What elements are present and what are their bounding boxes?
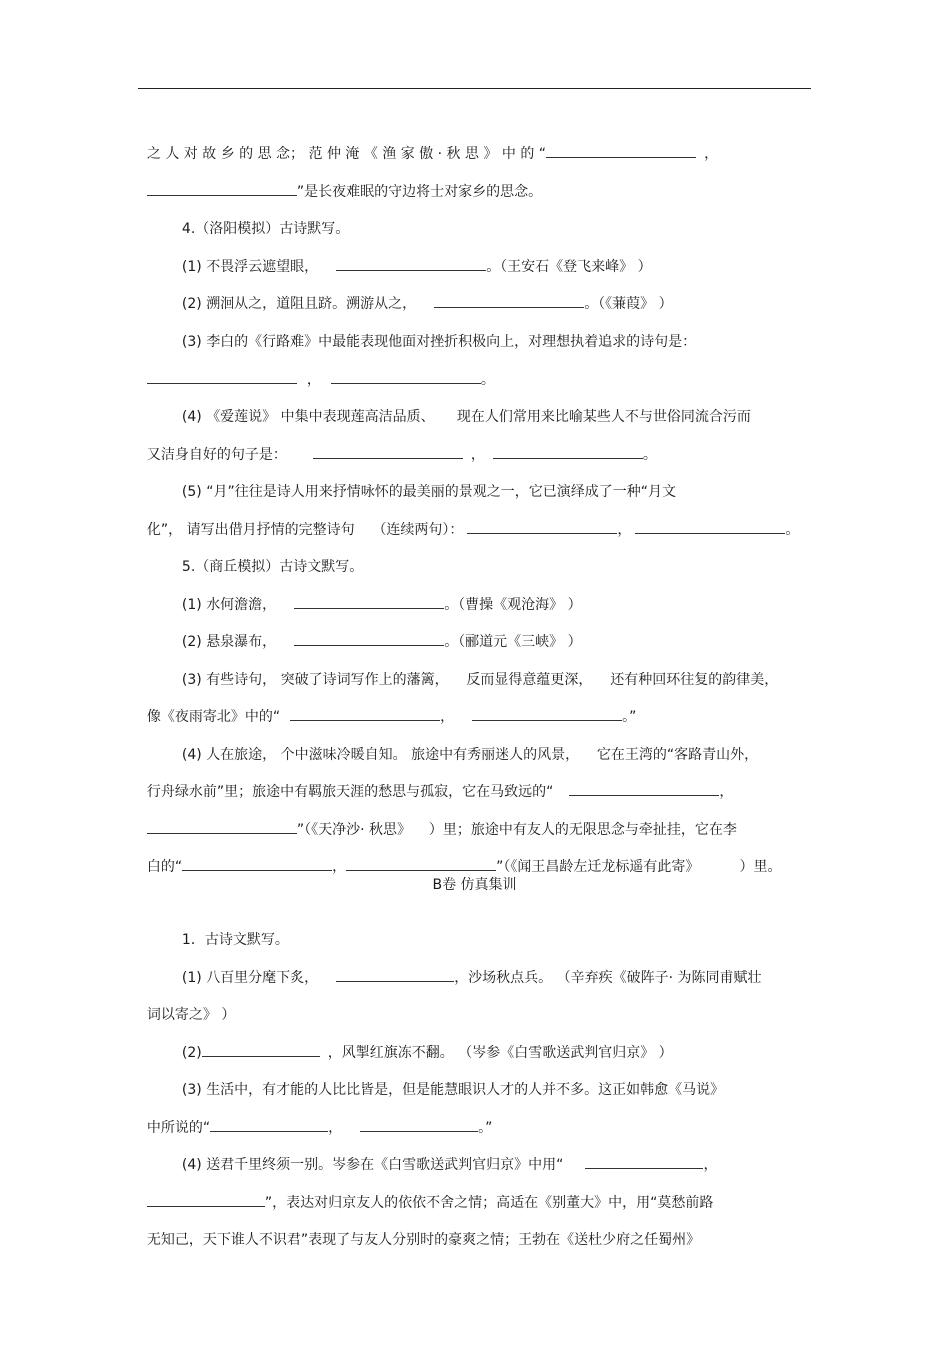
line-text: 。（郦道元《三峡》 ） [444,634,582,650]
line-text: (3) 生活中，有才能的人比比皆是，但是能慧眼识人才的人并不多。这正如韩愈《马说》 [181,1082,725,1098]
line-text: (1) 不畏浮云遮望眼， [181,259,319,275]
line-text: 。（曹操《观沧海》 ） [444,597,582,613]
line-text: 5.（商丘模拟）古诗文默写。 [181,559,364,575]
answer-blank[interactable] [182,858,332,871]
answer-blank[interactable] [313,446,463,459]
line-text: (5) “月”往往是诗人用来抒情咏怀的最美丽的景观之一，它已演绎成了一种“月文 [181,484,676,500]
answer-blank[interactable] [147,371,297,384]
line-text: (2) [181,1045,202,1061]
answer-blank[interactable] [294,633,444,646]
text-line [138,988,235,1024]
answer-blank[interactable] [210,1119,328,1132]
question-heading [173,540,363,576]
answer-blank[interactable] [331,371,481,384]
text-line [173,951,762,987]
line-text: ， [440,709,455,725]
line-text: (1) 水何澹澹， [181,597,277,613]
answer-blank[interactable] [147,1194,265,1207]
line-text: (4) 《爱莲说》 中集中表现莲高洁品质、 现在人们常用来比喻某些人不与世俗同流合污而 [181,409,751,425]
line-text: B卷 仿真集训 [432,877,517,893]
text-line [173,653,778,689]
answer-blank[interactable] [147,183,297,196]
text-line [138,840,781,876]
line-text: ， [704,146,719,162]
text-line [138,503,799,539]
line-text: 无知己，天下谁人不识君”表现了与友人分别时的豪爽之情；王勃在《送杜少府之任蜀州》 [146,1232,701,1248]
text-line [138,127,718,163]
text-line [173,728,758,764]
line-text: 又洁身自好的句子是： [146,447,287,463]
text-line [138,1101,492,1137]
line-text: (2) 溯洄从之，道阻且跻。溯游从之， [181,296,417,312]
text-line [173,1138,717,1174]
line-text: (3) 李白的《行路难》中最能表现他面对挫折积极向上，对理想执着追求的诗句是： [181,334,697,350]
answer-blank[interactable] [346,858,496,871]
section-title [138,876,811,894]
answer-blank[interactable] [147,821,297,834]
text-line [138,1176,713,1212]
answer-blank[interactable] [635,521,785,534]
text-line [173,277,673,313]
text-line [138,765,733,801]
text-line [173,1063,724,1099]
line-text: (2) 悬泉瀑布， [181,634,277,650]
text-line [173,1026,673,1062]
text-line [173,390,751,426]
line-text: 行舟绿水前”里；旅途中有羁旅天涯的愁思与孤寂，它在马致远的“ [146,784,554,800]
line-text: 4.（洛阳模拟）古诗默写。 [181,221,350,237]
answer-blank[interactable] [336,969,454,982]
line-text: 。” [478,1120,493,1136]
answer-blank[interactable] [546,145,696,158]
line-text: ”（《闻王昌龄左迁龙标遥有此寄》 ）里。 [496,859,782,875]
text-line [173,578,582,614]
line-text: ”（《天净沙· 秋思》 ）里；旅途中有友人的无限思念与牵扯挂，它在李 [296,822,737,838]
line-text: 像《夜雨寄北》中的“ [146,709,281,725]
text-line [138,428,657,464]
line-text: 之 人 对 故 乡 的 思 念； 范 仲 淹 《 渔 家 傲 · 秋 思 》 中 的 “ [146,146,547,162]
line-text: 。 [480,372,495,388]
answer-blank[interactable] [434,295,584,308]
line-text: ， [332,859,347,875]
answer-blank[interactable] [336,258,486,271]
answer-blank[interactable] [569,783,719,796]
line-text: (4) 人在旅途， 个中滋味冷暖自知。 旅途中有秀丽迷人的风景， 它在王湾的“客路青山外， [181,747,759,763]
line-text: ， [470,447,485,463]
line-text: 1．古诗文默写。 [181,932,289,948]
text-line [173,465,676,501]
text-line [138,803,737,839]
line-text: ， [703,1157,718,1173]
header-rule [138,88,811,89]
question-heading [173,913,289,949]
line-text: ，沙场秋点兵。 （辛弃疾《破阵子· 为陈同甫赋壮 [454,970,762,986]
answer-blank[interactable] [360,1119,478,1132]
line-text: 。 [785,522,800,538]
line-text: 白的“ [146,859,183,875]
text-line [138,165,542,201]
line-text: 。（《蒹葭》 ） [584,296,673,312]
line-text: (4) 送君千里终须一别。岑参在《白雪歌送武判官归京》中用“ [181,1157,564,1173]
answer-blank[interactable] [493,446,643,459]
answer-blank[interactable] [467,521,617,534]
text-line [138,690,636,726]
text-line [173,615,582,651]
line-text: ， [617,522,632,538]
line-text: ”，表达对归京友人的依依不舍之情；高适在《别董大》中，用“莫愁前路 [264,1195,714,1211]
question-heading [173,202,349,238]
line-text: (1) 八百里分麾下炙， [181,970,319,986]
line-text: ， [719,784,734,800]
text-line [138,353,495,389]
line-text: ”是长夜难眠的守边将士对家乡的思念。 [296,184,543,200]
line-text: 中所说的“ [146,1120,211,1136]
answer-blank[interactable] [202,1044,320,1057]
line-text: 词以寄之》 ） [146,1007,236,1023]
line-text: 。 [642,447,657,463]
line-text: ，风掣红旗冻不翻。 （岑参《白雪歌送武判官归京》 ） [327,1045,673,1061]
line-text: 。” [622,709,637,725]
text-line [173,315,696,351]
line-text: ， [328,1120,343,1136]
line-text: 化”， 请写出借月抒情的完整诗句 （连续两句）： [146,522,464,538]
line-text: (3) 有些诗句， 突破了诗词写作上的藩篱， 反而显得意蕴更深， 还有种回环往复的韵律美， [181,672,779,688]
line-text: ， [306,372,321,388]
answer-blank[interactable] [585,1156,703,1169]
answer-blank[interactable] [472,708,622,721]
line-text: 。（王安石《登飞来峰》 ） [486,259,652,275]
text-line [173,240,652,276]
text-line [138,1213,700,1249]
answer-blank[interactable] [290,708,440,721]
answer-blank[interactable] [294,596,444,609]
